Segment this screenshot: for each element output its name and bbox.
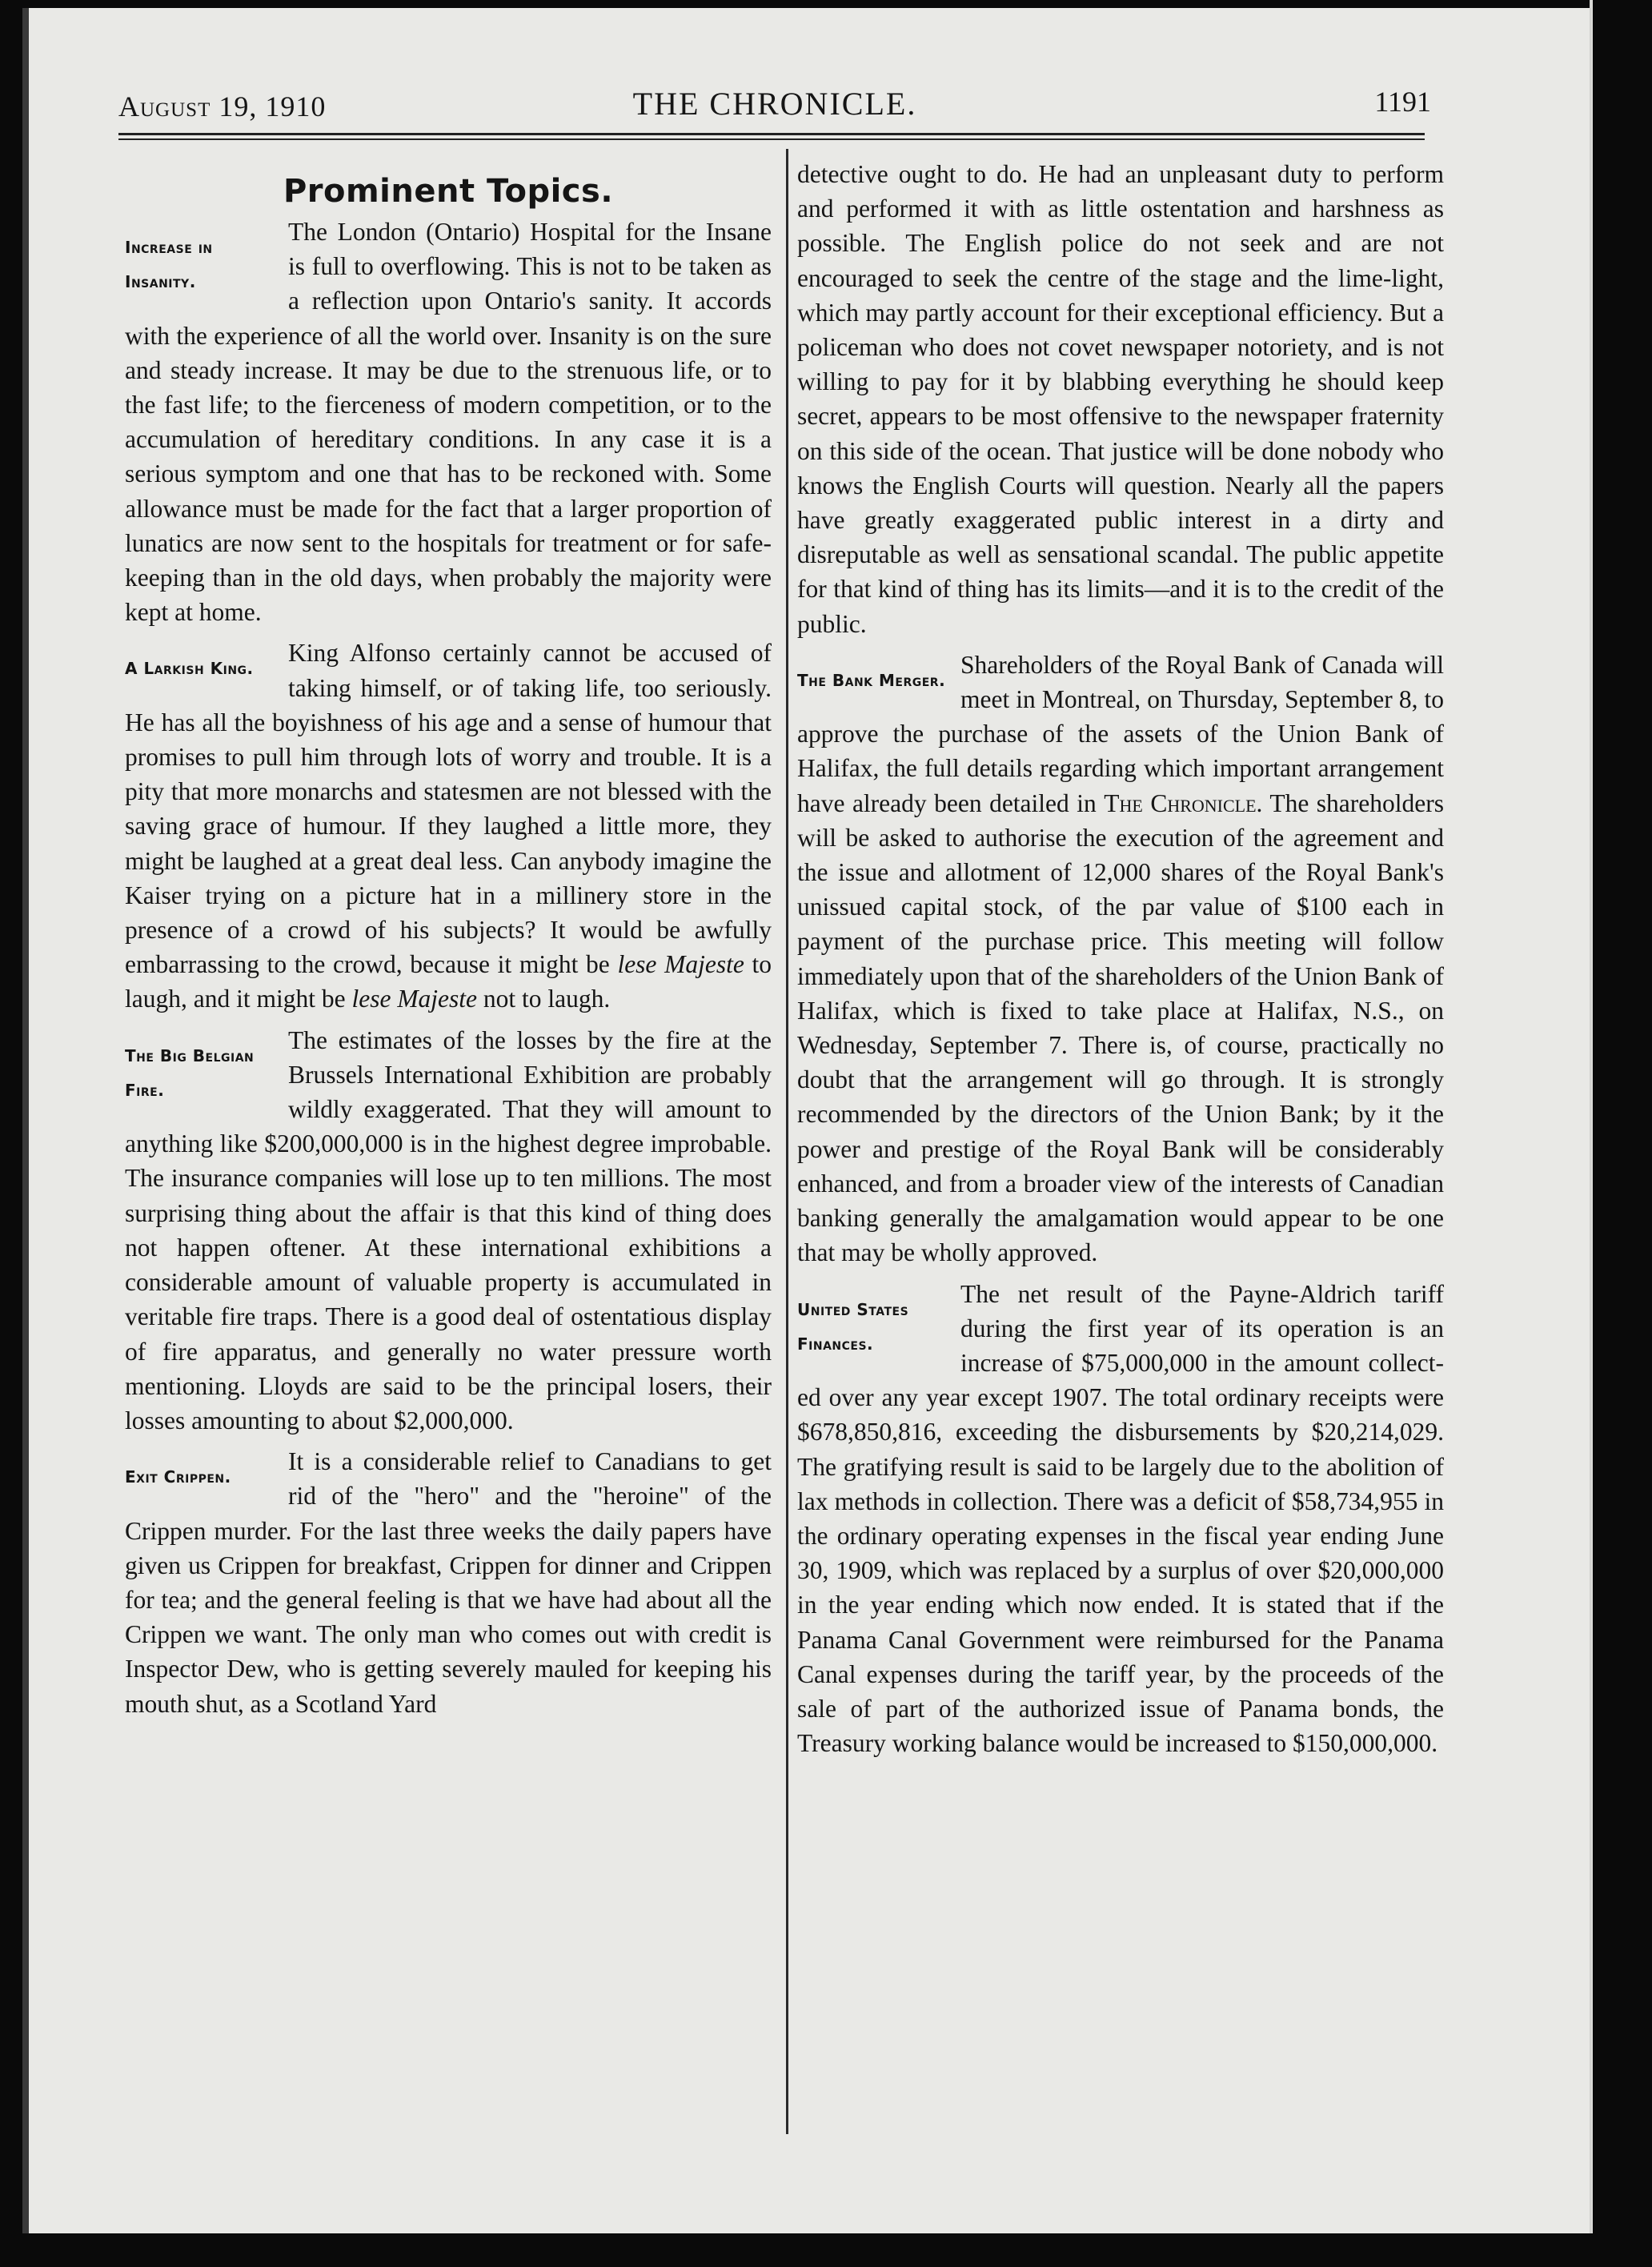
header-rule-thick xyxy=(118,133,1425,135)
sidenote-line: Exit Crippen. xyxy=(125,1467,231,1487)
body-text: ed over any year except 1907. The total ordinary receipts were $678,850,816, exceeding the disbursements by $20,214,029. The gratifying result is said to be largely due to the abolition of lax methods in collection. There was a deficit of $58,734,955 in the ordinary operating expenses in the fiscal year ending June 30, 1909, which was replaced by a surplus of over $20,000,000 in the year ending which now ended. It is stated that if the Panama Canal Government were reimbursed for the Panama Canal expenses during the tariff year, by the proceeds of the sale of part of the authorized issue of Panama bonds, the Treasury working balance would be increased to $150,000,000. xyxy=(797,1383,1444,1758)
sidenote-line: Insanity. xyxy=(125,272,196,292)
header-rule-thin xyxy=(118,138,1425,140)
sidenote-line: Fire. xyxy=(125,1080,165,1100)
column-divider xyxy=(786,149,788,2134)
italic-phrase: lese Majeste xyxy=(351,985,478,1013)
topic-exit-crippen xyxy=(125,1444,772,1721)
topic-larkish-king xyxy=(125,636,772,1016)
sidenote-line: United States xyxy=(797,1299,909,1319)
topic-us-finances xyxy=(797,1277,1444,1761)
lead-text: Shareholders of the Royal Bank of Canada will meet in Montreal, on Thursday, xyxy=(960,650,1444,714)
sidenote-exit-crippen xyxy=(125,1460,277,1495)
topic-bank-merger xyxy=(797,648,1444,1270)
italic-phrase: lese Majeste xyxy=(617,950,744,979)
lead-text: The estimates of the losses by the fire at the Brussels International Exhibition are probably wildly exaggerated. xyxy=(288,1025,772,1124)
sidenote-insanity xyxy=(125,231,277,299)
scan-border-bottom xyxy=(22,2233,1614,2267)
sidenote-line: Finances. xyxy=(797,1334,874,1354)
page-left-edge xyxy=(22,8,29,2233)
body-text: It accords with the experience of all the world over. Insanity is on the sure and steady increase. It may be due to the strenuous life, or to the fast life; to the fierceness of modern competition, or to the accumulation of hereditary conditions. In any case it is a serious symptom and one that has to be reckoned with. Some allowance must be made for the fact that a larger proportion of lunatics are now sent to the hospitals for treatment or for safe-keeping than in the old days, when probably the majority were kept at home. xyxy=(125,287,772,627)
body-text: . The shareholders will be asked to authorise the execution of the agreement and the issue and allotment of 12,000 shares of the Royal Bank's unissued capital stock, of the par value of $100 each in payment of the purchase price. This meeting will follow immediately upon that of the shareholders of the Union Bank of Halifax, which is fixed to take place at Halifax, N.S., on Wednesday, September 7. There is, of course, practically no doubt that the arrangement will go through. It is strongly recommended by the directors of the Union Bank; by it the power and prestige of the Royal Bank will be considerably enhanced, and from a broader view of the interests of Canadian banking generally the amalgamation would appear to be one that may be wholly approved. xyxy=(797,788,1444,1267)
lead-text: It is a considerable relief to Canadians to get rid of the "hero" and the "heroine" of the Crippen murder. xyxy=(125,1447,772,1545)
body-text: not to laugh. xyxy=(483,985,611,1013)
scan-border-right xyxy=(1593,0,1652,2267)
sidenote-line: Increase in xyxy=(125,238,213,257)
left-column xyxy=(125,157,772,1721)
body-text: For the last three weeks the daily papers have given us Crippen for breakfast, Crippen for dinner and Crippen for tea; and the general feeling is that we have had about all the Crippen we want. The only man who comes out with credit is Inspector Dew, who is getting severely mauled for keeping his mouth shut, as a Scotland Yard xyxy=(125,1516,772,1718)
header-title: THE CHRONICLE. xyxy=(632,86,917,122)
topic-belgian-fire xyxy=(125,1023,772,1438)
sidenote-bank-merger xyxy=(797,664,949,698)
lead-text: The London (Ontario) Hospital for the Insane is full to overflowing. This is not to be taken as a reflection upon Ontario's sanity. xyxy=(288,218,772,315)
sidenote-line: The Big Belgian xyxy=(125,1045,255,1065)
running-header xyxy=(118,83,1431,131)
body-text: He has all the boyishness of his age and a sense of humour that promises to pull him through lots of worry and trouble. It is a pity that more monarchs and statesmen are not blessed with the saving grace of humour. If they laughed a little more, they might be laughed at a great deal less. Can anybody imagine the Kaiser trying on a picture hat in a millinery store in the presence of a crowd of his subjects? It would be awfully embarrassing to the crowd, because it might be xyxy=(125,708,772,979)
lead-text: King Alfonso certainly cannot be accused of taking himself, or of taking life, too seriously. xyxy=(288,639,772,702)
sidenote-us-finances xyxy=(797,1293,949,1362)
publication-name: The Chronicle xyxy=(1104,788,1257,817)
section-heading: Prominent Topics. xyxy=(283,173,614,210)
right-column xyxy=(797,157,1444,1760)
sidenote-larkish-king xyxy=(125,652,277,686)
header-date: August 19, 1910 xyxy=(118,90,327,122)
body-text: September 8, to approve the purchase of the assets of the Union Bank of Halifax, the full details regarding which important arrangement have already been detailed in xyxy=(797,685,1444,817)
sidenote-line: A Larkish King. xyxy=(125,659,254,679)
topic-body xyxy=(797,648,1444,1270)
body-text: That they will amount to anything like $200,000,000 is in the highest degree improbable. The insurance companies will lose up to ten millions. The most surprising thing about the affair is that this kind of thing does not happen oftener. At these international exhibitions a considerable amount of valuable property is accumulated in veritable fire traps. There is a good deal of ostentatious display of fire apparatus, and generally no water pressure worth mentioning. Lloyds are said to be the principal losers, their losses amounting to about $2,000,000. xyxy=(125,1095,772,1434)
lead-text: The net result of the Payne-Aldrich tariff during the first year of its operation is an increase of $75,000,000 in the amount collect- xyxy=(960,1279,1444,1377)
crippen-continued: detective ought to do. He had an unpleasant duty to perform and performed it with as little ostentation and harshness as possible. The English police do not seek and are not encouraged to seek the centre of the stage and the lime-light, which may partly account for their exceptional efficiency. But a policeman who does not covet newspaper notoriety, and is not willing to pay for it by blabbing everything he should keep secret, appears to be most offensive to the newspaper fraternity on this side of the ocean. That justice will be done nobody who knows the English Courts will question. Nearly all the papers have greatly exaggerated public interest in a dirty and disreputable as well as sensational scandal. The public appetite for that kind of thing has its limits—and it is to the credit of the public. xyxy=(797,160,1444,638)
body-text: to laugh, and it might be xyxy=(125,950,772,1013)
topic-insanity xyxy=(125,215,772,629)
sidenote-belgian-fire xyxy=(125,1039,277,1108)
page-number: 1191 xyxy=(1374,86,1431,118)
topic-body xyxy=(125,636,772,1016)
sidenote-line: The Bank Merger. xyxy=(797,670,946,690)
